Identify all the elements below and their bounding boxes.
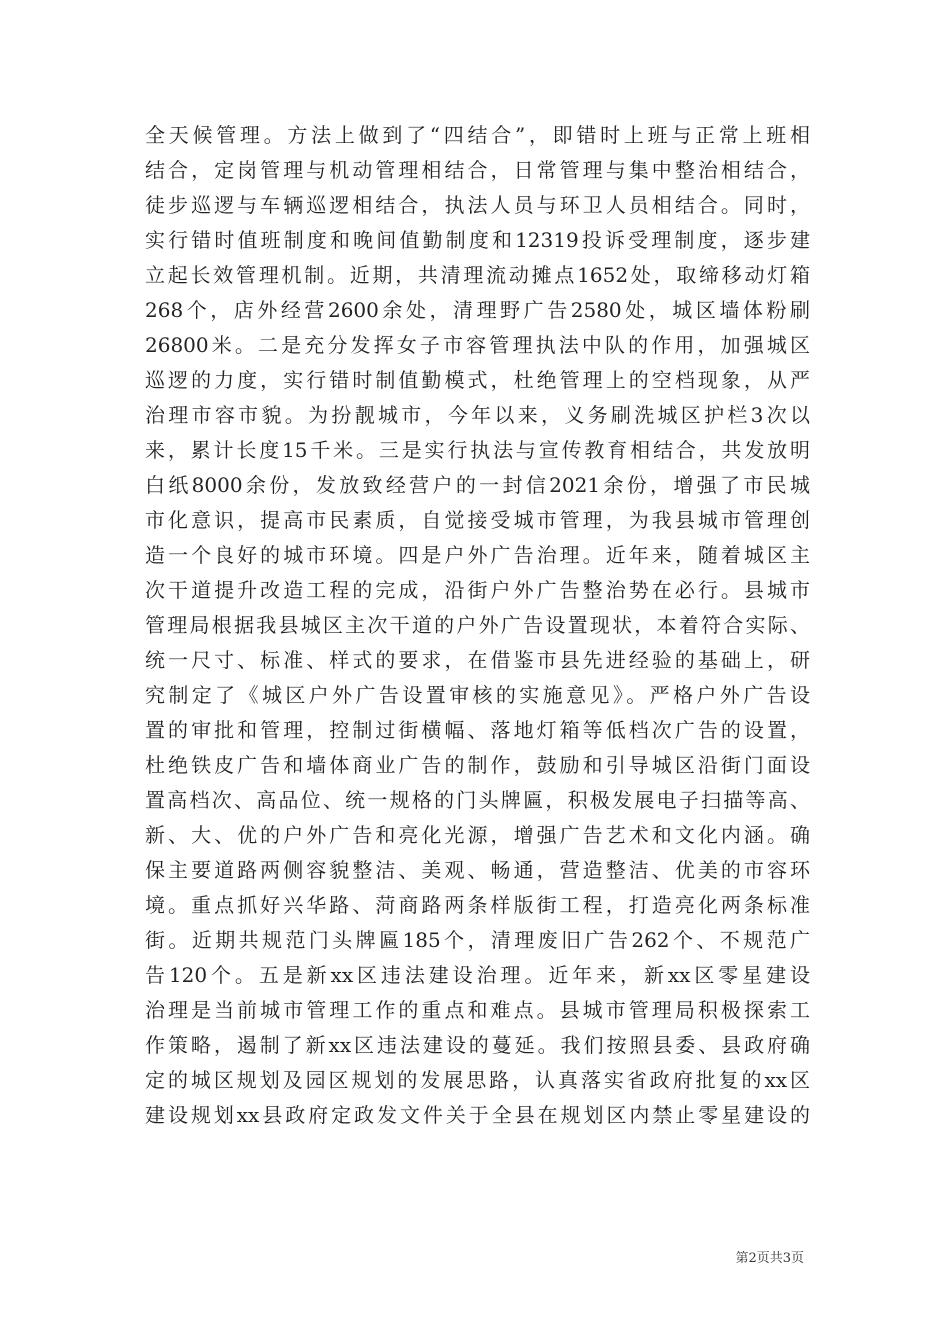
text-line: 造一个良好的城市环境。四是户外广告治理。近年来，随着城区主	[145, 543, 810, 567]
text-line: 实行错时值班制度和晚间值勤制度和12319投诉受理制度，逐步建	[145, 228, 810, 252]
page-number: 第2页共3页	[735, 1251, 804, 1266]
text-line: 境。重点抓好兴华路、菏商路两条样版街工程，打造亮化两条标准	[145, 893, 810, 917]
text-line: 白纸8000余份，发放致经营户的一封信2021余份，增强了市民城	[145, 473, 810, 497]
text-line: 统一尺寸、标准、样式的要求，在借鉴市县先进经验的基础上，研	[145, 648, 810, 672]
text-line: 全天候管理。方法上做到了“四结合”，即错时上班与正常上班相	[145, 123, 810, 147]
text-line: 街。近期共规范门头牌匾185个，清理废旧广告262个、不规范广	[145, 928, 810, 952]
text-line: 结合，定岗管理与机动管理相结合，日常管理与集中整治相结合，	[145, 158, 810, 182]
text-line: 作策略，遏制了新xx区违法建设的蔓延。我们按照县委、县政府确	[145, 1033, 810, 1057]
text-line: 次干道提升改造工程的完成，沿街户外广告整治势在必行。县城市	[145, 578, 810, 602]
text-line: 告120个。五是新xx区违法建设治理。近年来，新xx区零星建设	[145, 963, 810, 987]
text-line: 巡逻的力度，实行错时制值勤模式，杜绝管理上的空档现象，从严	[145, 368, 810, 392]
text-line: 管理局根据我县城区主次干道的户外广告设置现状，本着符合实际、	[145, 613, 810, 637]
text-line: 治理市容市貌。为扮靓城市，今年以来，义务刷洗城区护栏3次以	[145, 403, 810, 427]
text-line: 置高档次、高品位、统一规格的门头牌匾，积极发展电子扫描等高、	[145, 788, 810, 812]
text-line: 徒步巡逻与车辆巡逻相结合，执法人员与环卫人员相结合。同时，	[145, 193, 810, 217]
text-line: 保主要道路两侧容貌整洁、美观、畅通，营造整洁、优美的市容环	[145, 858, 810, 882]
text-line: 来，累计长度15千米。三是实行执法与宣传教育相结合，共发放明	[145, 438, 810, 462]
text-line: 立起长效管理机制。近期，共清理流动摊点1652处，取缔移动灯箱	[145, 263, 810, 287]
body-paragraph	[145, 118, 810, 1133]
text-line: 治理是当前城市管理工作的重点和难点。县城市管理局积极探索工	[145, 998, 810, 1022]
text-line: 杜绝铁皮广告和墙体商业广告的制作，鼓励和引导城区沿街门面设	[145, 753, 810, 777]
text-line: 置的审批和管理，控制过街横幅、落地灯箱等低档次广告的设置，	[145, 718, 810, 742]
text-line: 建设规划xx县政府定政发文件关于全县在规划区内禁止零星建设的	[145, 1103, 810, 1127]
text-line: 市化意识，提高市民素质，自觉接受城市管理，为我县城市管理创	[145, 508, 810, 532]
text-line: 定的城区规划及园区规划的发展思路，认真落实省政府批复的xx区	[145, 1068, 810, 1092]
text-line: 新、大、优的户外广告和亮化光源，增强广告艺术和文化内涵。确	[145, 823, 810, 847]
text-line: 26800米。二是充分发挥女子市容管理执法中队的作用，加强城区	[145, 333, 810, 357]
text-line: 268个，店外经营2600余处，清理野广告2580处，城区墙体粉刷	[145, 298, 810, 322]
text-line: 究制定了《城区户外广告设置审核的实施意见》。严格户外广告设	[145, 683, 810, 707]
